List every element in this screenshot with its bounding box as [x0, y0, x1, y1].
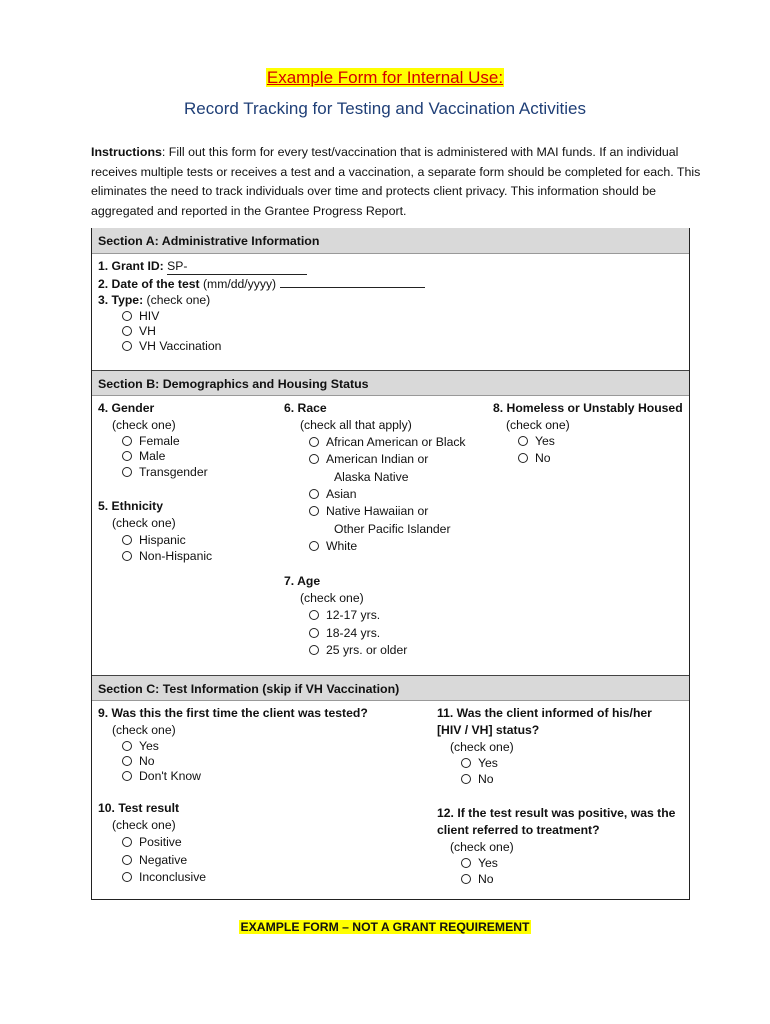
radio-icon[interactable] — [122, 451, 132, 461]
radio-icon[interactable] — [518, 436, 528, 446]
gender-label: 4. Gender — [98, 401, 155, 415]
radio-icon[interactable] — [122, 837, 132, 847]
radio-icon[interactable] — [122, 341, 132, 351]
section-a-header: Section A: Administrative Information — [92, 228, 689, 254]
age-option-25-plus[interactable]: 25 yrs. or older — [309, 642, 407, 658]
q10-hint: (check one) — [112, 818, 176, 832]
radio-icon[interactable] — [309, 454, 319, 464]
race-option-american-indian-cont: Alaska Native — [334, 470, 409, 484]
age-option-12-17[interactable]: 12-17 yrs. — [309, 607, 380, 623]
gender-hint: (check one) — [112, 418, 176, 432]
test-date-hint: (mm/dd/yyyy) — [202, 277, 277, 291]
race-option-native-hawaiian-cont: Other Pacific Islander — [334, 522, 451, 536]
q10-option-negative[interactable]: Negative — [122, 852, 187, 868]
instructions-label: Instructions — [91, 145, 162, 159]
ethnicity-label: 5. Ethnicity — [98, 499, 164, 513]
race-label: 6. Race — [284, 401, 327, 415]
housing-label: 8. Homeless or Unstably Housed — [493, 401, 683, 415]
q12-hint: (check one) — [450, 840, 514, 854]
radio-icon[interactable] — [461, 858, 471, 868]
radio-icon[interactable] — [122, 771, 132, 781]
race-option-asian[interactable]: Asian — [309, 486, 357, 502]
radio-icon[interactable] — [122, 756, 132, 766]
q9-option-dont-know[interactable]: Don't Know — [122, 768, 201, 784]
radio-icon[interactable] — [122, 872, 132, 882]
radio-icon[interactable] — [461, 874, 471, 884]
type-option-hiv[interactable]: HIV — [122, 308, 159, 324]
q11-label-line2: [HIV / VH] status? — [437, 723, 540, 737]
q11-label-line1: 11. Was the client informed of his/her — [437, 706, 652, 720]
q9-label: 9. Was this the first time the client was tested? — [98, 706, 368, 720]
type-row — [98, 292, 210, 308]
age-label: 7. Age — [284, 574, 321, 588]
ethnicity-option-non-hispanic[interactable]: Non-Hispanic — [122, 548, 212, 564]
ethnicity-option-hispanic[interactable]: Hispanic — [122, 532, 186, 548]
q9-option-no[interactable]: No — [122, 753, 155, 769]
radio-icon[interactable] — [309, 541, 319, 551]
grant-id-value: SP- — [167, 259, 188, 273]
q12-label-line2: client referred to treatment? — [437, 823, 600, 837]
radio-icon[interactable] — [122, 436, 132, 446]
q11-option-yes[interactable]: Yes — [461, 755, 498, 771]
section-c-header: Section C: Test Information (skip if VH Vaccination) — [92, 675, 689, 701]
test-date-label: 2. Date of the test — [98, 277, 200, 291]
form-title: Example Form for Internal Use: — [266, 68, 504, 87]
race-option-white[interactable]: White — [309, 538, 357, 554]
radio-icon[interactable] — [122, 326, 132, 336]
test-date-row — [98, 275, 425, 292]
q11-option-no[interactable]: No — [461, 771, 494, 787]
instructions-text: : Fill out this form for every test/vaccination that is administered with MAI funds. If an individual receives multiple tests or receives a test and a vaccination, a separate form should be completed for each. This eliminates the need to track individuals over time and protects client privacy. This information should be aggregated and reported in the Grantee Progress Report. — [91, 145, 701, 218]
race-option-american-indian[interactable]: American Indian or — [309, 451, 428, 467]
gender-option-male[interactable]: Male — [122, 448, 165, 464]
radio-icon[interactable] — [309, 610, 319, 620]
age-hint: (check one) — [300, 591, 364, 605]
housing-hint: (check one) — [506, 418, 570, 432]
radio-icon[interactable] — [122, 855, 132, 865]
radio-icon[interactable] — [461, 774, 471, 784]
q9-option-yes[interactable]: Yes — [122, 738, 159, 754]
q12-option-yes[interactable]: Yes — [461, 855, 498, 871]
type-hint: (check one) — [146, 293, 211, 307]
section-b-header: Section B: Demographics and Housing Status — [92, 370, 689, 396]
housing-option-no[interactable]: No — [518, 450, 551, 466]
radio-icon[interactable] — [309, 489, 319, 499]
radio-icon[interactable] — [122, 311, 132, 321]
footer-disclaimer: EXAMPLE FORM – NOT A GRANT REQUIREMENT — [240, 920, 530, 934]
q11-hint: (check one) — [450, 740, 514, 754]
form-subtitle: Record Tracking for Testing and Vaccination Activities — [184, 99, 586, 118]
radio-icon[interactable] — [122, 535, 132, 545]
radio-icon[interactable] — [309, 437, 319, 447]
gender-option-transgender[interactable]: Transgender — [122, 464, 208, 480]
race-option-native-hawaiian[interactable]: Native Hawaiian or — [309, 503, 428, 519]
radio-icon[interactable] — [122, 741, 132, 751]
q10-option-positive[interactable]: Positive — [122, 834, 182, 850]
grant-id-label: 1. Grant ID: — [98, 259, 164, 273]
type-option-vh[interactable]: VH — [122, 323, 156, 339]
q10-label: 10. Test result — [98, 801, 180, 815]
ethnicity-hint: (check one) — [112, 516, 176, 530]
q12-option-no[interactable]: No — [461, 871, 494, 887]
radio-icon[interactable] — [518, 453, 528, 463]
q9-hint: (check one) — [112, 723, 176, 737]
radio-icon[interactable] — [122, 467, 132, 477]
test-date-field[interactable] — [280, 275, 425, 288]
instructions-paragraph — [91, 143, 701, 221]
grant-id-field[interactable] — [167, 258, 307, 275]
q12-label-line1: 12. If the test result was positive, was the — [437, 806, 676, 820]
race-option-african-american[interactable]: African American or Black — [309, 434, 466, 450]
housing-option-yes[interactable]: Yes — [518, 433, 555, 449]
q10-option-inconclusive[interactable]: Inconclusive — [122, 869, 206, 885]
form-box — [91, 228, 690, 900]
type-label: 3. Type: — [98, 293, 144, 307]
radio-icon[interactable] — [461, 758, 471, 768]
radio-icon[interactable] — [122, 551, 132, 561]
radio-icon[interactable] — [309, 645, 319, 655]
radio-icon[interactable] — [309, 628, 319, 638]
gender-option-female[interactable]: Female — [122, 433, 180, 449]
radio-icon[interactable] — [309, 506, 319, 516]
race-hint: (check all that apply) — [300, 418, 412, 432]
age-option-18-24[interactable]: 18-24 yrs. — [309, 625, 380, 641]
type-option-vh-vaccination[interactable]: VH Vaccination — [122, 338, 221, 354]
grant-id-row — [98, 258, 307, 275]
